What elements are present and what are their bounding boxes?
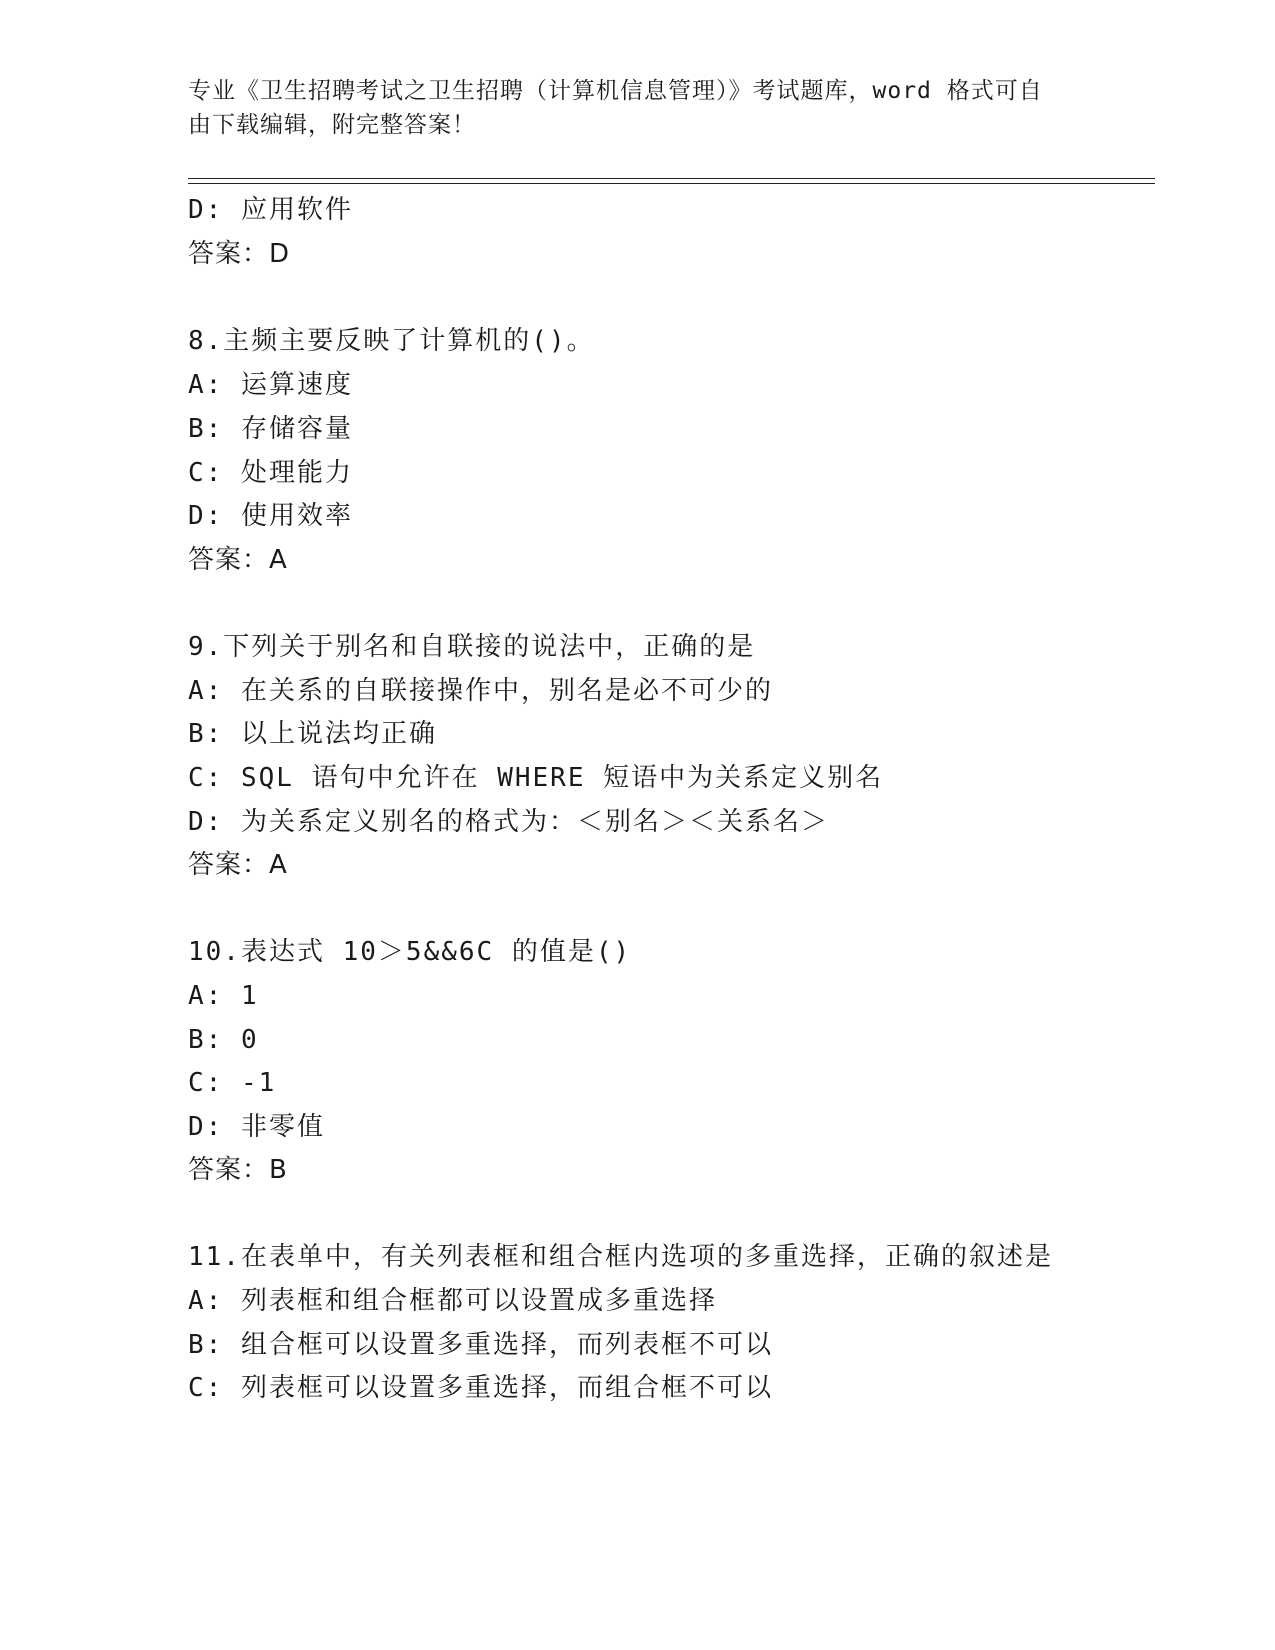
question-8-answer: 答案：A [188, 545, 288, 575]
question-9-answer: 答案：A [188, 850, 288, 880]
question-9-option-c: C: SQL 语句中允许在 WHERE 短语中为关系定义别名 [188, 763, 884, 793]
question-10-option-a: A: 1 [188, 981, 259, 1011]
header-divider-bottom [188, 183, 1155, 184]
question-9-option-d: D: 为关系定义别名的格式为：＜别名＞＜关系名＞ [188, 807, 829, 837]
question-8-option-b: B: 存储容量 [188, 414, 353, 444]
question-9-option-a: A: 在关系的自联接操作中，别名是必不可少的 [188, 676, 773, 706]
question-11-stem: 11.在表单中，有关列表框和组合框内选项的多重选择，正确的叙述是 [188, 1242, 1053, 1272]
document-header [188, 74, 1088, 142]
question-8-option-c: C: 处理能力 [188, 458, 353, 488]
question-10-option-c: C: -1 [188, 1068, 277, 1098]
question-9-stem: 9.下列关于别名和自联接的说法中，正确的是 [188, 632, 756, 662]
question-11-option-c: C: 列表框可以设置多重选择，而组合框不可以 [188, 1373, 773, 1403]
question-9-option-b: B: 以上说法均正确 [188, 719, 437, 749]
question-8-option-d: D: 使用效率 [188, 501, 353, 531]
question-11-option-a: A: 列表框和组合框都可以设置成多重选择 [188, 1286, 717, 1316]
question-8-stem: 8.主频主要反映了计算机的()。 [188, 326, 595, 356]
question-8-option-a: A: 运算速度 [188, 370, 353, 400]
question-10-stem: 10.表达式 10＞5&&6C 的值是() [188, 937, 632, 967]
question-10-option-d: D: 非零值 [188, 1112, 325, 1142]
prev-answer: 答案：D [188, 239, 291, 269]
header-line-2: 由下载编辑，附完整答案！ [188, 112, 476, 138]
question-10-answer: 答案：B [188, 1155, 288, 1185]
header-divider-top [188, 178, 1155, 179]
prev-option-d: D: 应用软件 [188, 195, 353, 225]
question-10-option-b: B: 0 [188, 1025, 259, 1055]
question-11-option-b: B: 组合框可以设置多重选择，而列表框不可以 [188, 1330, 773, 1360]
header-line-1: 专业《卫生招聘考试之卫生招聘（计算机信息管理）》考试题库，word 格式可自 [188, 78, 1043, 104]
